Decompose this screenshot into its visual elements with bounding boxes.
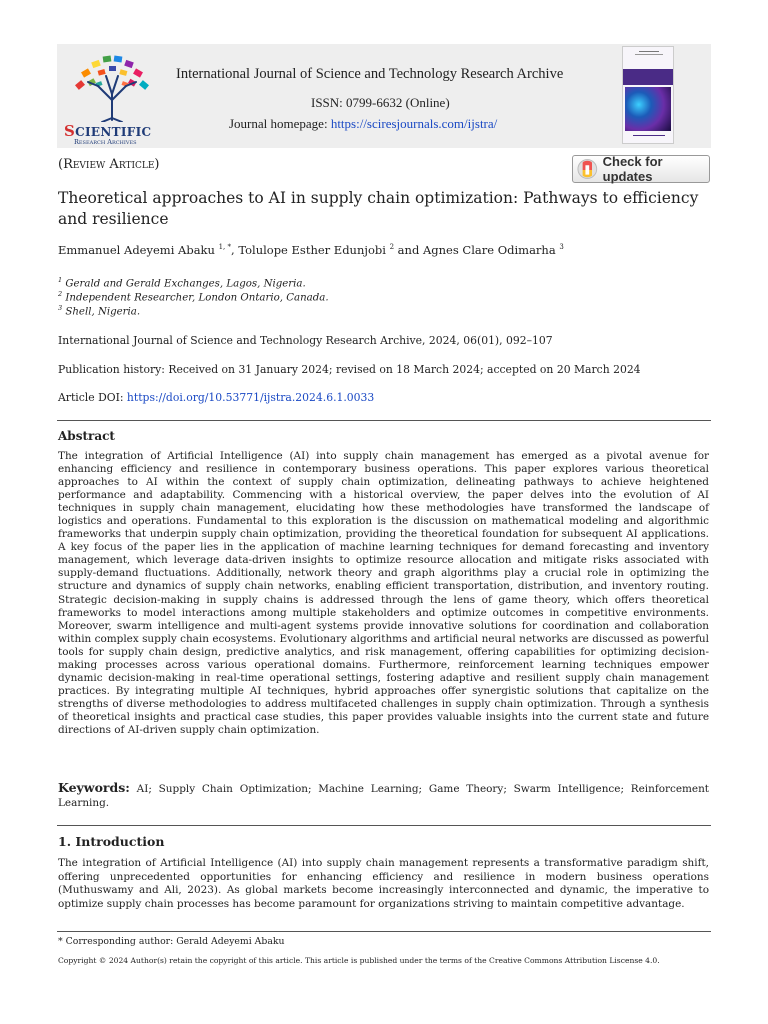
affiliation-2: $^2$ Independent Researcher, London Ontario, Canada. (58, 290, 329, 304)
journal-title: International Journal of Science and Technology Research Archive (176, 66, 564, 82)
author-superscript: 1, * (218, 243, 231, 252)
cover-footer (627, 134, 671, 137)
cover-title-band (623, 69, 673, 85)
issn: ISSN: 0799-6632 (Online) (311, 95, 450, 110)
article-doi: Article DOI: https://doi.org/10.53771/ijstra.2024.6.1.0033 (58, 391, 375, 404)
check-for-updates-label: Check for updates (602, 154, 663, 184)
tree-logo-icon (68, 52, 156, 122)
corresponding-author: * Corresponding author: Gerald Adeyemi Abaku (58, 936, 285, 947)
cover-header-lines (627, 50, 671, 66)
article-type: (Review Article) (58, 157, 160, 172)
author-name: Agnes Clare Odimarha (422, 243, 556, 257)
introduction-text: The integration of Artificial Intelligence (AI) into supply chain management represents a transformative paradigm shift, offering unprecedented opportunities for enhancing efficiency and resilience in modern business operations (Muthuswamy and Ali, 2023). As global markets become increasingly interconnected and dynamic, the imperative to optimize supply chain processes has become paramount for organizations striving to maintain competitive advantage. (58, 857, 709, 910)
keywords-label: Keywords: (58, 780, 130, 795)
article-title: Theoretical approaches to AI in supply chain optimization: Pathways to efficiency and resilience (58, 189, 699, 228)
check-for-updates-button[interactable] (572, 155, 710, 183)
cover-image (625, 87, 671, 131)
publisher-logo (60, 50, 164, 146)
author-superscript: 3 (559, 243, 564, 252)
logo-wordmark: SCIENTIFIC (64, 122, 152, 140)
abstract-text: The integration of Artificial Intelligence (AI) into supply chain management has emerged as a pivotal avenue for enhancing efficiency and resilience in contemporary business operations. This paper explores various theoretical approaches to AI within the context of supply chain optimization, delineating pathways to achieve heightened performance and adaptability. Commencing with a historical overview, the paper delves into the evolution of AI techniques in supply chain management, elucidating how these methodologies have transformed the landscape of logistics and operations. Fundamental to this exploration is the discussion on mathematical modeling and algorithmic frameworks that underpin supply chain optimization, providing the theoretical foundation for subsequent AI applications. A key focus of the paper lies in the application of machine learning techniques for demand forecasting and inventory management, which leverage data-driven insights to optimize resource allocation and mitigate risks associated with supply-demand fluctuations. Additionally, network theory and graph algorithms play a crucial role in optimizing the structure and dynamics of supply chain networks, enabling efficient transportation, distribution, and inventory routing. Strategic decision-making in supply chains is addressed through the lens of game theory, which offers theoretical frameworks to model interactions among multiple stakeholders and optimize outcomes in competitive environments. Moreover, swarm intelligence and multi-agent systems provide innovative solutions for coordination and collaboration within complex supply chain ecosystems. Evolutionary algorithms and artificial neural networks are discussed as powerful tools for supply chain design, predictive analytics, and risk management, offering capabilities for optimizing decision-making processes across various operational domains. Furthermore, reinforcement learning techniques empower dynamic decision-making in real-time operational settings, fostering adaptive and resilient supply chain management practices. By integrating multiple AI techniques, hybrid approaches offer synergistic solutions that capitalize on the strengths of diverse methodologies to address multifaceted challenges in supply chain optimization. Through a synthesis of theoretical insights and practical case studies, this paper provides valuable insights into the current state and future directions of AI-driven supply chain optimization. (58, 450, 709, 736)
author-superscript: 2 (389, 243, 395, 252)
publication-history: Publication history: Received on 31 January 2024; revised on 18 March 2024; accepted on 20 March 2024 (58, 363, 641, 376)
author-list: Emmanuel Adeyemi Abaku $^{1, *}$, Tolulope Esther Edunjobi $^2$ and Agnes Clare Odimarha $^3$ (58, 243, 564, 257)
crossmark-icon (577, 158, 598, 180)
introduction-heading: 1. Introduction (58, 834, 165, 849)
journal-homepage: Journal homepage: https://sciresjournals.com/ijstra/ (229, 116, 498, 131)
citation-line: International Journal of Science and Technology Research Archive, 2024, 06(01), 092–107 (58, 334, 553, 347)
doi-link[interactable]: https://doi.org/10.53771/ijstra.2024.6.1.0033 (126, 391, 375, 404)
keywords (58, 781, 709, 810)
homepage-link[interactable]: https://sciresjournals.com/ijstra/ (330, 116, 498, 131)
author-name: Emmanuel Adeyemi Abaku (58, 243, 215, 257)
author-name: Tolulope Esther Edunjobi (238, 243, 386, 257)
divider (57, 420, 711, 421)
logo-subtext: Research Archives (74, 138, 137, 146)
affiliation-3: $^3$ Shell, Nigeria. (58, 304, 141, 318)
journal-cover-thumbnail[interactable] (622, 46, 674, 144)
journal-header (57, 44, 711, 148)
copyright-notice: Copyright © 2024 Author(s) retain the copyright of this article. This article is published under the terms of the Creative Commons Attribution Liscense 4.0. (58, 956, 660, 965)
abstract-heading: Abstract (58, 429, 115, 443)
footnote-divider (57, 931, 711, 932)
keywords-text: AI; Supply Chain Optimization; Machine Learning; Game Theory; Swarm Intelligence; Reinforcement Learning. (58, 783, 709, 809)
affiliation-1: $^1$ Gerald and Gerald Exchanges, Lagos, Nigeria. (58, 276, 306, 290)
divider (57, 825, 711, 826)
